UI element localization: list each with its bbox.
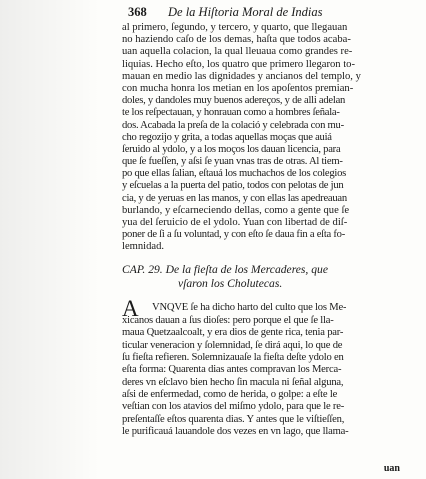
text-line: y eſcuelas a la puerta del patio, todos con pelotas de jun (122, 180, 344, 192)
page-number: 368 (128, 5, 147, 19)
text-line: yua del ſeruicio de el ydolo. Yuan con libertad de diſ- (122, 217, 348, 228)
text-line: lemnidad. (122, 241, 165, 253)
running-title: De la Hiſtoria Moral de Indias (168, 5, 323, 19)
text-line: al primero, ſegundo, y tercero, y quarto, que llegauan (122, 22, 348, 33)
page-header (128, 3, 402, 21)
text-line: ſu fieſta refieren. Solemnizauaſe la fieſta deſte ydolo en (122, 352, 344, 364)
text-line: veſtian con los atavios del miſmo ydolo, para que le re- (122, 401, 345, 413)
chapter-title-line-2: vſaron los Cholutecas. (178, 277, 283, 290)
text-line: po que ellas ſalian, eſtauá los muchachos de los colegios (122, 168, 347, 180)
text-line: le purificauá lauandole dos vezes en vn lago, que llama- (122, 426, 349, 438)
text-line: eſta forma: Quarenta dias antes compravan los Merca- (122, 364, 342, 376)
chapter-heading (122, 263, 402, 291)
page-gutter-shadow (0, 0, 100, 479)
first-line-text: VNQVE ſe ha dicho harto del culto que los Me- (152, 302, 347, 313)
text-line: poner de ſi a ſu voluntad, y con eſto ſe daua fin a eſta fo- (122, 229, 345, 241)
text-line: te los reſpectauan, y honrauan como a hombres ſeñala- (122, 107, 340, 119)
chapter-body-text (122, 315, 402, 438)
body-text (122, 22, 402, 254)
text-line: cia, y de yeruas en las manos, y con ellas las apedreauan (122, 192, 347, 204)
text-line: no haziendo caſo de los demas, haſta que todos acaba- (122, 34, 351, 46)
text-line: mauan en medio las dignidades y ancianos del templo, y (122, 70, 361, 82)
chapter-title-line-1: CAP. 29. De la fieſta de los Mercaderes, que (122, 263, 328, 276)
text-line: uan aquella colacion, la qual lleuaua como grandes re- (122, 46, 353, 58)
text-line: que ſe fueſſen, y aſsi ſe yuan vnas tras de otras. Al tiem- (122, 156, 343, 168)
text-line: deres vn eſclavo bien hecho ſin macula ni ſeñal alguna, (122, 376, 344, 388)
text-line: liquias. Hecho eſto, los quatro que primero llegaron to- (122, 58, 356, 70)
text-line: dos. Acabada la preſa de la colació y celebrada con mu- (122, 119, 344, 131)
text-line: maua Quetzaalcoalt, y era dios de gente rica, tenia par- (122, 327, 344, 339)
text-line: con mucha honra los metian en los apoſentos premian- (122, 82, 354, 94)
text-line: ſeruido al ydolo, y a los moços los dauan licencia, para (122, 143, 341, 155)
text-line: burlando, y eſcarneciendo dellas, como a gente que ſe (122, 204, 350, 216)
text-line: ticular veneracion y ſolemnidad, ſe dirá aqui, lo que de (122, 339, 343, 351)
drop-cap: A (122, 296, 139, 321)
catchword: uan (383, 463, 400, 474)
text-line: aſsi de enfermedad, como de herida, o golpe: a eſte le (122, 389, 338, 401)
text-line: cho regozijo y grita, a todas aquellas moças que auiá (122, 131, 332, 143)
text-line: doles, y dandoles muy buenos adereços, y de alli adelan (122, 95, 346, 107)
text-line: xicanos dauan a ſus dioſes: pero porque el que ſe lla- (122, 315, 334, 326)
text-line: preſentaſſe eſtos quarenta dias. Y antes que le viſtieſſen, (122, 413, 345, 425)
